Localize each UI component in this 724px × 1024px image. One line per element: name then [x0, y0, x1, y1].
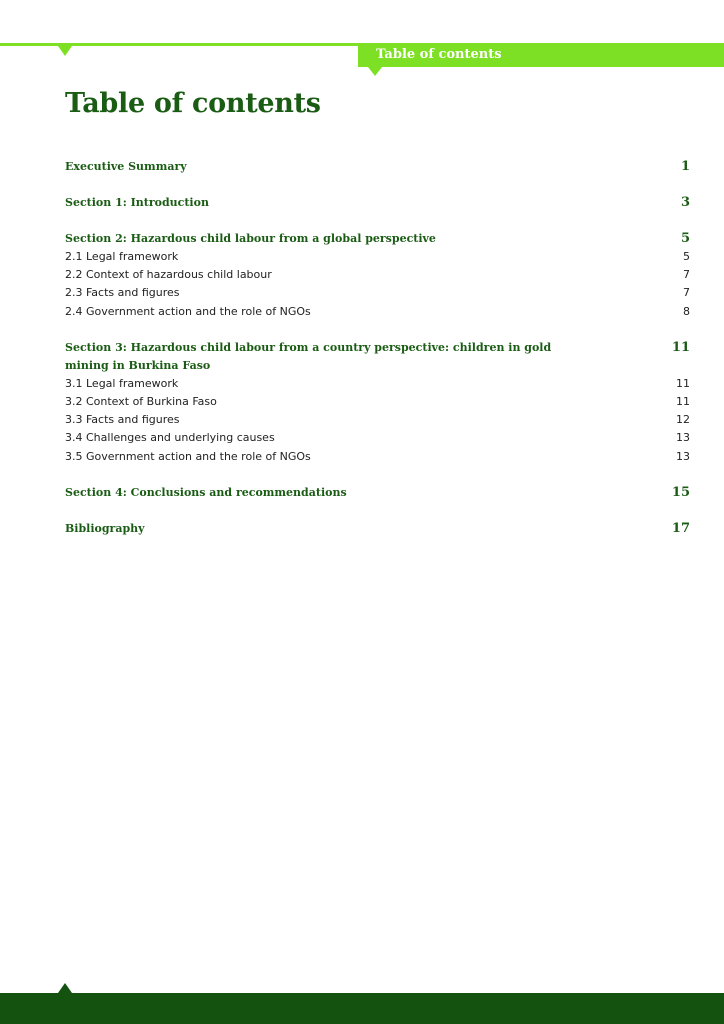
- toc-entry-bibliography[interactable]: [65, 520, 690, 538]
- toc-subentry-title: 3.4 Challenges and underlying causes: [65, 431, 275, 445]
- toc-subentry-3-4[interactable]: [65, 429, 690, 447]
- toc-entry-title: Executive Summary: [65, 160, 187, 173]
- footer-notch: [58, 983, 72, 993]
- footer-bar: [0, 993, 724, 1024]
- toc-subentry-title: 3.3 Facts and figures: [65, 413, 180, 427]
- toc-subentry-title: 3.1 Legal framework: [65, 376, 179, 390]
- header-tab: Table of contents: [358, 43, 724, 67]
- toc-subentry-3-1[interactable]: [65, 375, 690, 393]
- toc-subentry-page: 11: [676, 376, 690, 390]
- toc-subentry-title: 2.1 Legal framework: [65, 250, 179, 263]
- toc-entry-page: 17: [671, 520, 690, 536]
- header-notch: [58, 46, 72, 56]
- toc-subentry-title: 3.5 Government action and the role of NGOs: [65, 449, 311, 463]
- toc-entry-section-1[interactable]: [65, 194, 690, 212]
- toc-entry-page: 15: [671, 484, 690, 500]
- toc-entry-section-3[interactable]: [65, 339, 690, 375]
- toc-subentry-page: 5: [683, 250, 690, 263]
- toc-entry-title: Section 3: Hazardous child labour from a country perspective: children in gold mining in Burkina Faso: [65, 340, 552, 372]
- toc-subentry-page: 13: [676, 449, 690, 463]
- toc-subentry-3-3[interactable]: [65, 411, 690, 429]
- toc-entry-page: 3: [680, 195, 690, 210]
- toc-entry-section-4[interactable]: [65, 484, 690, 502]
- page-title: Table of contents: [65, 88, 321, 119]
- toc-subentry-title: 2.2 Context of hazardous child labour: [65, 268, 272, 282]
- toc-subentry-page: 12: [676, 413, 690, 427]
- toc-entry-section-2[interactable]: [65, 230, 690, 248]
- toc-entry-page: 11: [671, 339, 690, 355]
- toc-entry-page: 1: [680, 159, 690, 174]
- toc-entry-title: Section 1: Introduction: [65, 196, 209, 209]
- toc-subentry-title: 3.2 Context of Burkina Faso: [65, 395, 217, 409]
- toc-entry-page: 5: [680, 231, 690, 246]
- toc-subentry-title: 2.3 Facts and figures: [65, 286, 180, 300]
- toc-subentry-page: 8: [683, 304, 690, 318]
- toc-subentry-page: 7: [683, 268, 690, 282]
- toc-subentry-2-1[interactable]: [65, 248, 690, 266]
- header-tab-notch: [368, 67, 382, 76]
- toc-subentry-title: 2.4 Government action and the role of NGOs: [65, 304, 311, 318]
- toc-entry-title: Section 4: Conclusions and recommendations: [65, 485, 347, 499]
- toc-entry-title: Bibliography: [65, 521, 145, 535]
- toc-subentry-page: 11: [676, 395, 690, 409]
- toc-entry-executive-summary[interactable]: [65, 158, 690, 176]
- toc-subentry-page: 13: [676, 431, 690, 445]
- toc-entry-title: Section 2: Hazardous child labour from a global perspective: [65, 232, 436, 245]
- toc-subentry-2-4[interactable]: [65, 303, 690, 321]
- toc-subentry-2-2[interactable]: [65, 266, 690, 284]
- toc-subentry-3-5[interactable]: [65, 448, 690, 466]
- table-of-contents: [65, 158, 690, 538]
- toc-subentry-3-2[interactable]: [65, 393, 690, 411]
- toc-subentry-page: 7: [683, 286, 690, 300]
- toc-subentry-2-3[interactable]: [65, 284, 690, 302]
